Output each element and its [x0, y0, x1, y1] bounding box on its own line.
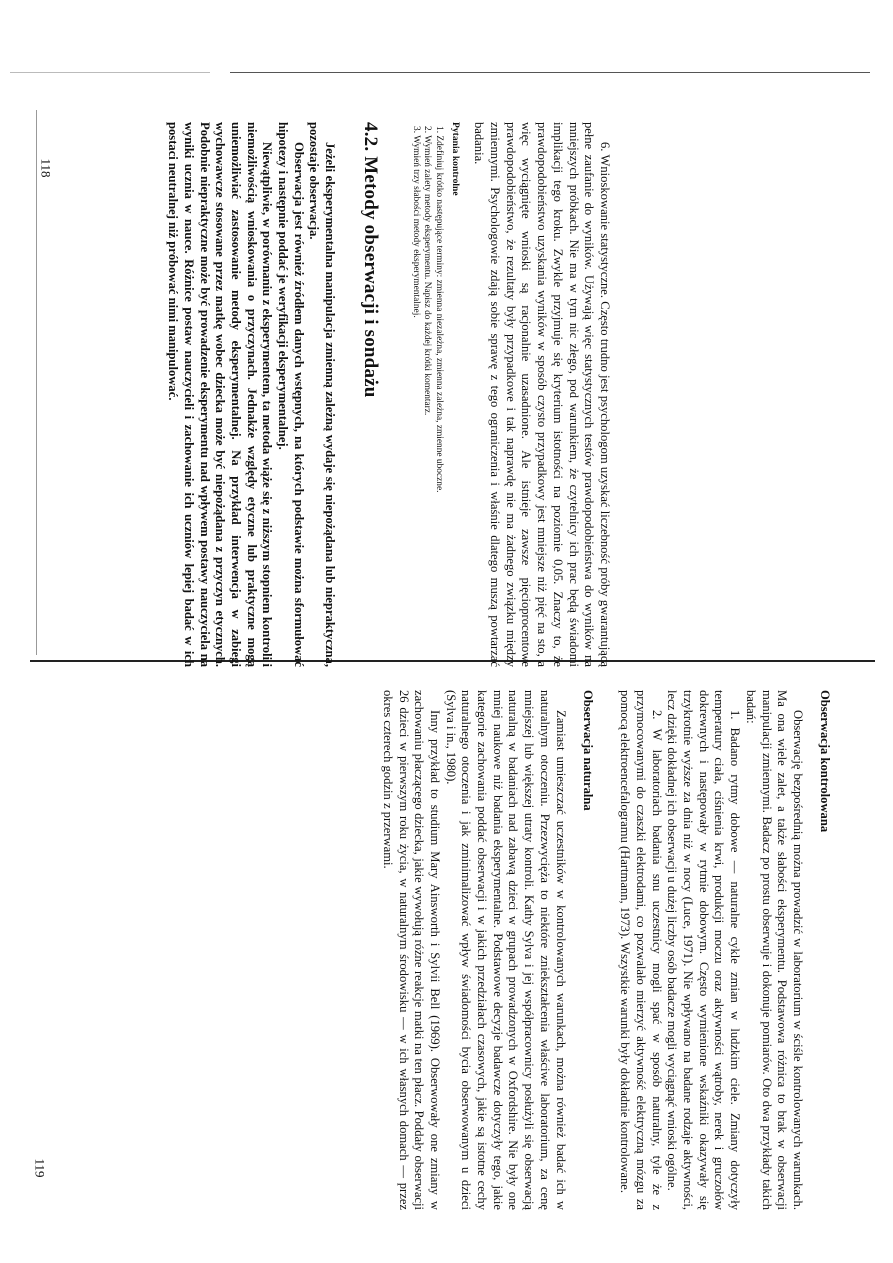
body-paragraph: Niewątpliwie, w porównaniu z eksperymentem, ta metoda wiąże się z niższym stopniem kontroli i niemożliwością wnioskowania o przyczynach. Jednakże względy etyczne lub praktyczne mogą uniemożliwiać zastosowanie metody eksperymentalnej. Na przykład interwencja w zabiegi wychowawcze stosowane przez matkę wobec dziecka może być niepożądana z przyczyn etycznych. Podobnie niepraktyczne może być prowadzenie eksperymentu nad wpływem postawy nauczyciela na wyniki ucznia w nauce. Różnice postaw nauczycieli i zachowanie ich uczniów lepiej badać w ich postaci neutralnej niż próbować nimi manipulować. — [166, 122, 275, 667]
heading-natural-observation: Obserwacja naturalna — [580, 690, 595, 811]
body-paragraph: 1. Badano rytmy dobowe — naturalne cykle zmian w ludzkim ciele. Zmiany dotyczyły temperatury ciała, ciśnienia krwi, produkcji moczu oraz aktywności wątroby, nerek i gruczołów dokrewnych i następowały w rytmie dobowym. Często wymienione wskaźniki okazywały się trzykrotnie wyższe za dnia niż w nocy (Luce, 1971). Nie wpływano na badane rodzaje aktywności, lecz dzięki dokładnej ich obserwacji u dużej liczby osób badacze mogli wyciągnąć wnioski ogólne. — [665, 690, 743, 1210]
intro-paragraph: 6. Wnioskowanie statystyczne. Często trudno jest psychologom uzyskać liczebność próby gwarantującą pełne zaufanie do wyników. Używają więc statystycznych testów prawdopodobieństwa do wyników na mniejszych próbkach. Nie ma w tym nic złego, pod warunkiem, że czytelnicy ich prac będą świadomi implikacji tego kroku. Zwykle przyjmuje się kryterium istotności na poziomie 0,05. Znaczy to, że prawdopodobieństwo uzyskania wyników w sposób czysto przypadkowy jest mniejsze niż pięć na sto, a więc wyciągnięte wnioski są racjonalnie uzasadnione. Ale istnieje zawsze pięcioprocentowe prawdopodobieństwo, że rezultaty były przypadkowe i tak naprawdę nie ma żadnego związku między zmiennymi. Psychologowie zdają sobie sprawę z tego ograniczenia i właśnie dlatego muszą powtarzać badania. — [472, 122, 612, 667]
questions-heading: Pytania kontrolne — [449, 122, 461, 196]
heading-controlled-observation: Obserwacja kontrolowana — [818, 690, 832, 833]
question-item: 2. Wymień zalety metody eksperymentu. Napisz do każdej krótki komentarz. — [422, 126, 433, 416]
body-paragraph: Zamiast umieszczać uczestników w kontrolowanych warunkach, można również badać ich w naturalnym otoczeniu. Przezwycięża to niektóre zniekształcenia właściwe laboratorium, za cenę mniejszej lub większej utraty kontroli. Kathy Sylva i jej współpracownicy posłużyli się obserwacją naturalną w badaniach nad zabawą dzieci w grupach prowadzonych w Oxfordshire. Nie były one mniej naukowe niż badania eksperymentalne. Podstawowe decyzje badawcze dotyczyły tego, jakie kategorie zachowania poddać obserwacji i w jakich przedziałach czasowych, jakie są istotne cechy naturalnego otoczenia i jak zminimalizować wpływ świadomości bycia obserwowanym u dzieci (Sylva i in., 1980). — [443, 690, 568, 1210]
scan-edge-line — [10, 72, 210, 73]
body-paragraph: 2. W laboratoriach badania snu uczestnicy mogli spać w sposób naturalny, tyle że z przymocowanymi do czaszki elektrodami, co pozwalało mierzyć aktywność elektryczną mózgu za pomocą elektroencefalogramu (Hartmann, 1973). Wszystkie warunki były dokładnie kontrolowane. — [618, 690, 664, 1210]
page-number: 118 — [38, 158, 54, 178]
page-118 — [32, 122, 612, 667]
section-heading: 4.2. Metody obserwacji i sondażu — [360, 122, 382, 398]
body-paragraph: Jeżeli eksperymentalna manipulacja zmienną zależną wydaje się niepożądana lub niepraktyczna, pozostaje obserwacja. — [307, 122, 338, 667]
question-item: 1. Zdefiniuj krótko następujące terminy: zmienna niezależna, zmienna zależna, zmienne uboczne. — [433, 126, 444, 493]
body-paragraph: Obserwację bezpośrednią można prowadzić w laboratorium w ściśle kontrolowanych warunkach. Ma ona wiele zalet, a także słabości eksperymentu. Podstawowa różnica to brak w obserwacji manipulacji zmiennymi. Badacz po prostu obserwuje i dokonuje pomiarów. Oto dwa przykłady takich badań: — [743, 690, 805, 1210]
page-119 — [47, 690, 842, 1210]
question-item: 3. Wymień trzy słabości metody eksperymentalnej. — [410, 126, 421, 318]
body-paragraph: Obserwacja jest również źródłem danych wstępnych, na których podstawie można sformułować hipotezy i następnie poddać je weryfikacji eksperymentalnej. — [276, 122, 306, 667]
page-number: 119 — [32, 1158, 48, 1178]
scan-edge-line — [230, 72, 870, 73]
body-paragraph: Inny przykład to studium Mary Ainsworth i Sylvii Bell (1969). Obserwowały one zmiany w zachowaniu płaczącego dziecka, jakie wywołują różne reakcje matki na ten płacz. Poddały obserwacji 26 dzieci w pierwszym roku życia, w naturalnym środowisku — w ich własnych domach — przez okres czterech godzin z przerwami. — [380, 690, 442, 1210]
questions-list — [409, 122, 444, 667]
